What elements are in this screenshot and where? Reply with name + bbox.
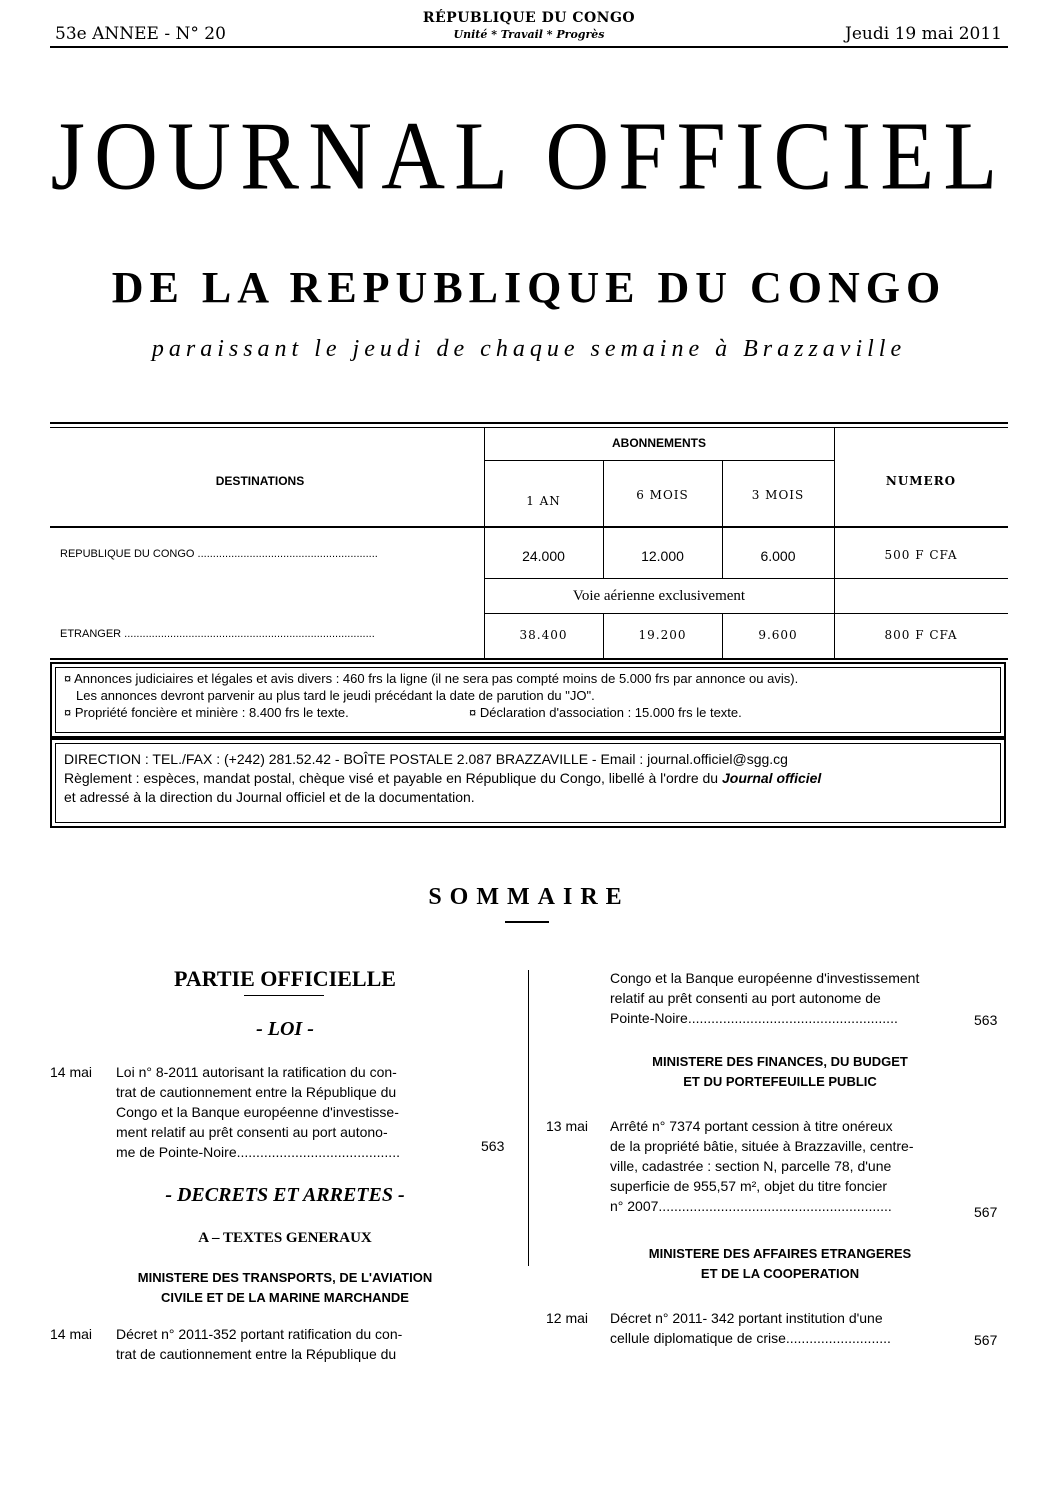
textes-generaux-heading: A – TEXTES GENERAUX <box>198 1230 372 1246</box>
ministry-affaires-etrangeres <box>560 1244 1000 1284</box>
loi-heading: - LOI - <box>256 1018 314 1040</box>
row-congo-6mois: 12.000 <box>641 548 684 564</box>
entry4-line: Décret n° 2011- 342 portant institution d'une <box>610 1310 883 1326</box>
entry2-line: trat de cautionnement entre la République du <box>116 1346 397 1362</box>
entry1-date: 14 mai <box>50 1064 93 1080</box>
table-end-rule <box>50 658 1008 660</box>
table-col-sep-2 <box>722 613 723 659</box>
ministry-line: ET DE LA COOPERATION <box>700 1266 860 1281</box>
row-etranger-1an: 38.400 <box>519 628 568 642</box>
entry2-page: 563 <box>974 1012 998 1028</box>
entry1-line: Congo et la Banque européenne d'investisse- <box>116 1104 399 1120</box>
row-etranger-numero: 800 F CFA <box>884 628 958 642</box>
row-congo-numero: 500 F CFA <box>884 548 958 562</box>
table-col-sep-1 <box>603 613 604 659</box>
row-etranger-dest: ETRANGER .................................................................................. <box>60 628 375 640</box>
ministry-line: MINISTERE DES TRANSPORTS, DE L'AVIATION <box>137 1270 433 1285</box>
entry2-cont-line: Pointe-Noire...................................................... <box>610 1010 898 1026</box>
row-congo-dest: REPUBLIQUE DU CONGO ........................................................... <box>60 548 378 560</box>
voie-aerienne-note: Voie aérienne exclusivement <box>572 588 746 604</box>
column-separator <box>528 970 529 1266</box>
entry2-line: Décret n° 2011-352 portant ratification du con- <box>116 1326 403 1342</box>
entry3-date: 13 mai <box>546 1118 589 1134</box>
journal-title <box>0 99 1058 212</box>
col-3mois: 3 MOIS <box>751 488 805 502</box>
entry1-line: Loi n° 8-2011 autorisant la ratification du con- <box>116 1064 397 1080</box>
direction-contact: DIRECTION : TEL./FAX : (+242) 281.52.42 - BOÎTE POSTALE 2.087 BRAZZAVILLE - Email : journal.officiel@sgg.cg <box>64 751 788 767</box>
entry1-line: trat de cautionnement entre la République du <box>116 1084 397 1100</box>
entry1-line: me de Pointe-Noire.......................................... <box>116 1144 400 1160</box>
notice-line-2: Les annonces devront parvenir au plus tard le jeudi précédant la date de parution du "JO". <box>76 688 595 703</box>
entry4-page: 567 <box>974 1332 998 1348</box>
entry3-line: Arrêté n° 7374 portant cession à titre onéreux <box>610 1118 893 1134</box>
journal-subtitle: DE LA REPUBLIQUE DU CONGO <box>111 263 947 312</box>
table-col-sep-3 <box>834 613 835 659</box>
entry2-continued <box>610 968 970 1028</box>
notice-association: ¤ Déclaration d'association : 15.000 frs le texte. <box>469 705 742 720</box>
partie-officielle-heading: PARTIE OFFICIELLE <box>174 966 396 991</box>
direction-box <box>50 738 1006 828</box>
entry3-line: de la propriété bâtie, située à Brazzaville, centre- <box>610 1138 914 1154</box>
ministry-line: CIVILE ET DE LA MARINE MARCHANDE <box>161 1290 409 1305</box>
subscription-table <box>50 422 1008 642</box>
entry3-line: n° 2007............................................................ <box>610 1198 892 1214</box>
entry2-cont-line: Congo et la Banque européenne d'investissement <box>610 970 920 986</box>
notice-line-1: ¤ Annonces judiciaires et légales et avis divers : 460 frs la ligne (il ne sera pas compté moins de 5.000 frs par annonce ou avis). <box>64 671 799 686</box>
row-etranger-3mois: 9.600 <box>758 628 798 642</box>
entry1-text <box>116 1062 476 1162</box>
issue-number: 53e ANNEE - N° 20 <box>55 24 226 44</box>
abonnements-header: ABONNEMENTS <box>611 436 706 450</box>
ministry-line: MINISTERE DES AFFAIRES ETRANGERES <box>648 1246 912 1261</box>
notice-fonciere: ¤ Propriété foncière et minière : 8.400 frs le texte. <box>64 705 349 720</box>
row-etranger-6mois: 19.200 <box>638 628 687 642</box>
journal-title-text: JOURNAL OFFICIEL <box>50 100 1007 211</box>
entry3-text <box>610 1116 970 1216</box>
ministry-line: MINISTERE DES FINANCES, DU BUDGET <box>652 1054 908 1069</box>
entry2-cont-line: relatif au prêt consenti au port autonome de <box>610 990 881 1006</box>
issue-date: Jeudi 19 mai 2011 <box>845 24 1002 44</box>
sommaire-rule <box>505 921 549 923</box>
ministry-line: ET DU PORTEFEUILLE PUBLIC <box>683 1074 877 1089</box>
entry3-line: superficie de 955,57 m², objet du titre foncier <box>610 1178 888 1194</box>
ministry-finances <box>560 1052 1000 1092</box>
entry3-line: ville, cadastrée : section N, parcelle 78, d'une <box>610 1158 892 1174</box>
notice-line-3 <box>64 704 992 721</box>
national-motto: Unité * Travail * Progrès <box>453 28 605 41</box>
destinations-header: DESTINATIONS <box>215 474 305 488</box>
table-col-sep-0 <box>484 613 485 659</box>
direction-address: et adressé à la direction du Journal officiel et de la documentation. <box>64 789 475 805</box>
decrets-heading: - DECRETS ET ARRETES - <box>165 1184 405 1206</box>
reglement-text: Règlement : espèces, mandat postal, chèque visé et payable en République du Congo, libellé à l'ordre du <box>64 770 722 786</box>
entry4-text <box>610 1308 970 1348</box>
entry1-page: 563 <box>481 1138 505 1154</box>
row-congo-3mois: 6.000 <box>760 548 796 564</box>
entry1-line: ment relatif au prêt consenti au port autono- <box>116 1124 388 1140</box>
entry4-date: 12 mai <box>546 1310 589 1326</box>
ministry-transports <box>50 1268 520 1308</box>
republic-name: RÉPUBLIQUE DU CONGO <box>422 10 636 26</box>
row-congo-1an: 24.000 <box>522 548 565 564</box>
partie-underline <box>244 995 324 996</box>
numero-header: NUMERO <box>885 474 957 488</box>
col-1an: 1 AN <box>526 494 561 508</box>
entry3-page: 567 <box>974 1204 998 1220</box>
col-6mois: 6 MOIS <box>636 488 689 502</box>
direction-reglement <box>64 769 992 788</box>
header-rule <box>50 46 1008 48</box>
entry2-text <box>116 1324 476 1364</box>
notices-box <box>50 662 1006 738</box>
journal-tagline: paraissant le jeudi de chaque semaine à Brazzaville <box>151 336 907 362</box>
journal-officiel-emph: Journal officiel <box>722 770 822 786</box>
table-bottom-rule <box>484 613 1008 614</box>
entry2-date: 14 mai <box>50 1326 93 1342</box>
entry4-line: cellule diplomatique de crise........................... <box>610 1330 891 1346</box>
sommaire-title: SOMMAIRE <box>428 884 630 910</box>
